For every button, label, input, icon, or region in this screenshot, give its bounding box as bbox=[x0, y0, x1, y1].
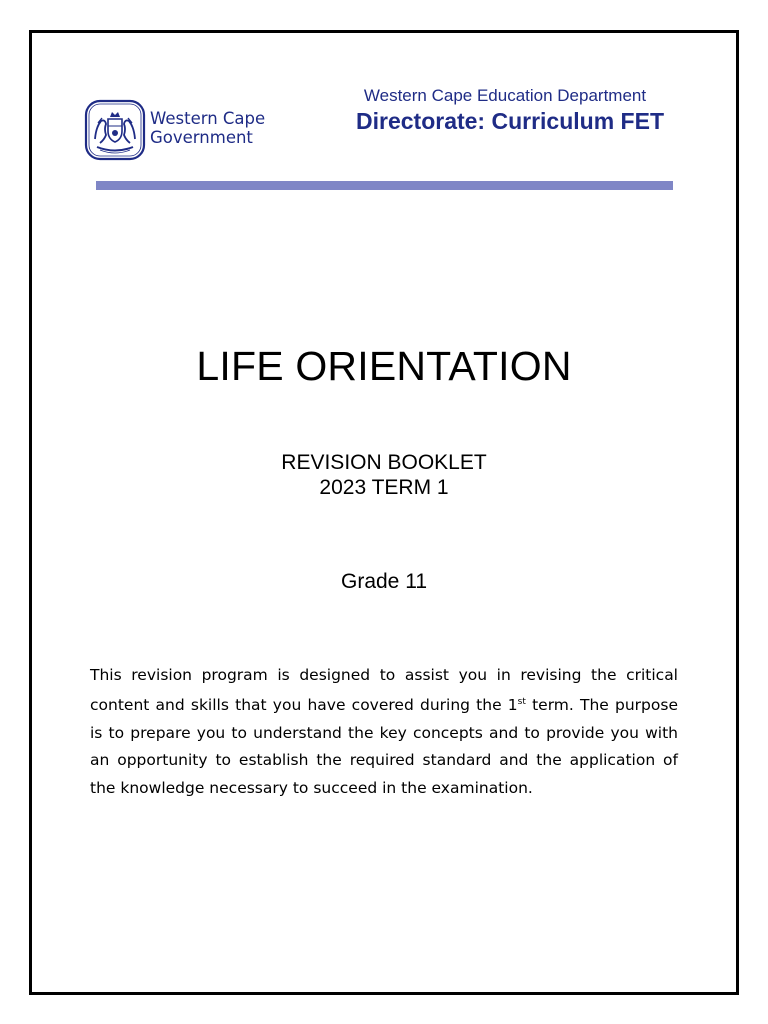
logo-line-2: Government bbox=[150, 128, 253, 147]
logo-line-1: Western Cape bbox=[150, 109, 266, 128]
directorate-heading: Directorate: Curriculum FET bbox=[356, 108, 664, 134]
subtitle-line-1: REVISION BOOKLET bbox=[281, 451, 487, 474]
intro-text-part-2: term. The purpose is to prepare you to understand the key concepts and to provide you with an opportunity to establish the required standard and the application of the knowledge necessary to succeed in the examination. bbox=[90, 696, 678, 797]
header-divider bbox=[96, 181, 673, 190]
grade-label: Grade 11 bbox=[341, 570, 427, 593]
page-border bbox=[29, 30, 739, 995]
coat-of-arms-icon bbox=[84, 99, 146, 161]
document-title: LIFE ORIENTATION bbox=[196, 343, 572, 389]
intro-superscript: st bbox=[517, 697, 526, 707]
intro-paragraph bbox=[90, 662, 678, 803]
western-cape-government-logo bbox=[84, 99, 289, 163]
intro-text-part-1: This revision program is designed to assist you in revising the critical content and skills that you have covered during the 1 bbox=[90, 665, 678, 714]
subtitle-line-2: 2023 TERM 1 bbox=[319, 476, 449, 499]
logo-wordmark bbox=[150, 109, 265, 147]
department-name: Western Cape Education Department bbox=[363, 86, 647, 105]
